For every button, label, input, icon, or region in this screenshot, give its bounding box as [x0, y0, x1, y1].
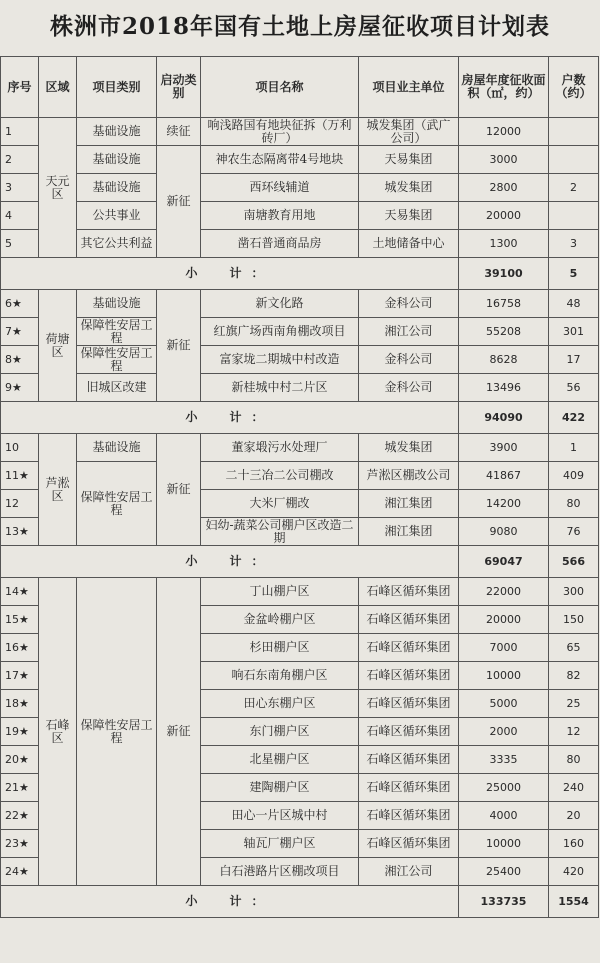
table-row	[1, 462, 599, 490]
seq-cell: 16★	[1, 634, 39, 662]
households-cell: 48	[549, 290, 599, 318]
seq-cell: 20★	[1, 746, 39, 774]
owner-cell: 石峰区循环集团	[359, 634, 459, 662]
district-cell: 荷塘区	[39, 290, 77, 402]
project-name-cell: 丁山棚户区	[201, 578, 359, 606]
seq-cell: 7★	[1, 318, 39, 346]
owner-cell: 石峰区循环集团	[359, 662, 459, 690]
owner-cell: 石峰区循环集团	[359, 578, 459, 606]
project-name-cell: 红旗广场西南角棚改项目	[201, 318, 359, 346]
header-name: 项目名称	[201, 57, 359, 118]
table-row	[1, 290, 599, 318]
header-seq: 序号	[1, 57, 39, 118]
seq-cell: 6★	[1, 290, 39, 318]
project-name-cell: 妇幼-蔬菜公司棚户区改造二期	[201, 518, 359, 546]
subtotal-row	[1, 546, 599, 578]
subtotal-households: 422	[549, 402, 599, 434]
category-cell: 基础设施	[77, 290, 157, 318]
header-district: 区域	[39, 57, 77, 118]
category-cell: 保障性安居工程	[77, 578, 157, 886]
project-name-cell: 轴瓦厂棚户区	[201, 830, 359, 858]
table-row	[1, 146, 599, 174]
households-cell	[549, 202, 599, 230]
area-cell: 4000	[459, 802, 549, 830]
subtotal-label: 小 计：	[1, 886, 459, 918]
category-cell: 公共事业	[77, 202, 157, 230]
owner-cell: 城发集团	[359, 174, 459, 202]
project-name-cell: 富家垅二期城中村改造	[201, 346, 359, 374]
households-cell: 17	[549, 346, 599, 374]
project-name-cell: 南塘教育用地	[201, 202, 359, 230]
households-cell: 65	[549, 634, 599, 662]
table-row	[1, 230, 599, 258]
table-row	[1, 346, 599, 374]
owner-cell: 天易集团	[359, 146, 459, 174]
project-name-cell: 响浅路国有地块征拆（万利砖厂）	[201, 118, 359, 146]
start-type-cell: 新征	[157, 146, 201, 258]
table-row	[1, 318, 599, 346]
owner-cell: 金科公司	[359, 346, 459, 374]
table-row	[1, 374, 599, 402]
area-cell: 7000	[459, 634, 549, 662]
project-name-cell: 董家塅污水处理厂	[201, 434, 359, 462]
area-cell: 5000	[459, 690, 549, 718]
owner-cell: 金科公司	[359, 374, 459, 402]
owner-cell: 天易集团	[359, 202, 459, 230]
project-name-cell: 新文化路	[201, 290, 359, 318]
subtotal-area: 39100	[459, 258, 549, 290]
area-cell: 13496	[459, 374, 549, 402]
seq-cell: 13★	[1, 518, 39, 546]
households-cell: 2	[549, 174, 599, 202]
start-type-cell: 新征	[157, 434, 201, 546]
category-cell: 旧城区改建	[77, 374, 157, 402]
project-name-cell: 田心东棚户区	[201, 690, 359, 718]
table-row	[1, 578, 599, 606]
project-name-cell: 响石东南角棚户区	[201, 662, 359, 690]
table-row	[1, 174, 599, 202]
seq-cell: 24★	[1, 858, 39, 886]
subtotal-row	[1, 258, 599, 290]
households-cell: 25	[549, 690, 599, 718]
owner-cell: 石峰区循环集团	[359, 718, 459, 746]
households-cell	[549, 146, 599, 174]
owner-cell: 石峰区循环集团	[359, 606, 459, 634]
header-owner: 项目业主单位	[359, 57, 459, 118]
households-cell: 82	[549, 662, 599, 690]
category-cell: 保障性安居工程	[77, 462, 157, 546]
district-cell: 石峰区	[39, 578, 77, 886]
category-cell: 保障性安居工程	[77, 346, 157, 374]
project-name-cell: 新桂城中村二片区	[201, 374, 359, 402]
category-cell: 基础设施	[77, 146, 157, 174]
households-cell: 420	[549, 858, 599, 886]
seq-cell: 11★	[1, 462, 39, 490]
area-cell: 25000	[459, 774, 549, 802]
seq-cell: 21★	[1, 774, 39, 802]
project-name-cell: 田心一片区城中村	[201, 802, 359, 830]
owner-cell: 湘江公司	[359, 318, 459, 346]
owner-cell: 湘江集团	[359, 490, 459, 518]
subtotal-area: 133735	[459, 886, 549, 918]
seq-cell: 10	[1, 434, 39, 462]
seq-cell: 19★	[1, 718, 39, 746]
category-cell: 保障性安居工程	[77, 318, 157, 346]
header-start-type: 启动类别	[157, 57, 201, 118]
households-cell: 301	[549, 318, 599, 346]
subtotal-label: 小 计：	[1, 402, 459, 434]
seq-cell: 15★	[1, 606, 39, 634]
header-area: 房屋年度征收面积（㎡，约）	[459, 57, 549, 118]
project-name-cell: 杉田棚户区	[201, 634, 359, 662]
project-name-cell: 神农生态隔离带4号地块	[201, 146, 359, 174]
seq-cell: 17★	[1, 662, 39, 690]
owner-cell: 石峰区循环集团	[359, 830, 459, 858]
seq-cell: 5	[1, 230, 39, 258]
start-type-cell: 续征	[157, 118, 201, 146]
project-name-cell: 金盆岭棚户区	[201, 606, 359, 634]
area-cell: 20000	[459, 202, 549, 230]
households-cell: 240	[549, 774, 599, 802]
project-name-cell: 建陶棚户区	[201, 774, 359, 802]
seq-cell: 2	[1, 146, 39, 174]
owner-cell: 石峰区循环集团	[359, 690, 459, 718]
subtotal-households: 566	[549, 546, 599, 578]
project-name-cell: 北星棚户区	[201, 746, 359, 774]
households-cell: 300	[549, 578, 599, 606]
area-cell: 55208	[459, 318, 549, 346]
category-cell: 其它公共利益	[77, 230, 157, 258]
subtotal-row	[1, 402, 599, 434]
seq-cell: 1	[1, 118, 39, 146]
owner-cell: 城发集团（武广公司）	[359, 118, 459, 146]
table-row	[1, 202, 599, 230]
project-name-cell: 白石港路片区棚改项目	[201, 858, 359, 886]
households-cell: 1	[549, 434, 599, 462]
owner-cell: 石峰区循环集团	[359, 802, 459, 830]
households-cell: 160	[549, 830, 599, 858]
project-name-cell: 凿石普通商品房	[201, 230, 359, 258]
header-row	[1, 57, 599, 118]
area-cell: 10000	[459, 830, 549, 858]
seq-cell: 4	[1, 202, 39, 230]
seq-cell: 23★	[1, 830, 39, 858]
households-cell	[549, 118, 599, 146]
subtotal-row	[1, 886, 599, 918]
area-cell: 3000	[459, 146, 549, 174]
seq-cell: 3	[1, 174, 39, 202]
seq-cell: 22★	[1, 802, 39, 830]
households-cell: 56	[549, 374, 599, 402]
subtotal-households: 1554	[549, 886, 599, 918]
project-name-cell: 大米厂棚改	[201, 490, 359, 518]
area-cell: 20000	[459, 606, 549, 634]
district-cell: 天元区	[39, 118, 77, 258]
households-cell: 80	[549, 490, 599, 518]
households-cell: 150	[549, 606, 599, 634]
area-cell: 14200	[459, 490, 549, 518]
table-row	[1, 118, 599, 146]
area-cell: 22000	[459, 578, 549, 606]
owner-cell: 城发集团	[359, 434, 459, 462]
area-cell: 2800	[459, 174, 549, 202]
area-cell: 3335	[459, 746, 549, 774]
category-cell: 基础设施	[77, 174, 157, 202]
header-households: 户数（约）	[549, 57, 599, 118]
subtotal-area: 94090	[459, 402, 549, 434]
seq-cell: 14★	[1, 578, 39, 606]
seq-cell: 9★	[1, 374, 39, 402]
subtotal-households: 5	[549, 258, 599, 290]
owner-cell: 芦淞区棚改公司	[359, 462, 459, 490]
owner-cell: 湘江公司	[359, 858, 459, 886]
households-cell: 3	[549, 230, 599, 258]
header-category: 项目类别	[77, 57, 157, 118]
households-cell: 20	[549, 802, 599, 830]
subtotal-label: 小 计：	[1, 258, 459, 290]
owner-cell: 石峰区循环集团	[359, 774, 459, 802]
seq-cell: 8★	[1, 346, 39, 374]
owner-cell: 金科公司	[359, 290, 459, 318]
area-cell: 2000	[459, 718, 549, 746]
category-cell: 基础设施	[77, 118, 157, 146]
category-cell: 基础设施	[77, 434, 157, 462]
households-cell: 76	[549, 518, 599, 546]
seq-cell: 12	[1, 490, 39, 518]
project-name-cell: 东门棚户区	[201, 718, 359, 746]
area-cell: 8628	[459, 346, 549, 374]
plan-table	[0, 56, 599, 918]
seq-cell: 18★	[1, 690, 39, 718]
area-cell: 10000	[459, 662, 549, 690]
table-row	[1, 434, 599, 462]
households-cell: 409	[549, 462, 599, 490]
households-cell: 80	[549, 746, 599, 774]
area-cell: 41867	[459, 462, 549, 490]
area-cell: 9080	[459, 518, 549, 546]
owner-cell: 石峰区循环集团	[359, 746, 459, 774]
owner-cell: 土地储备中心	[359, 230, 459, 258]
start-type-cell: 新征	[157, 290, 201, 402]
district-cell: 芦淞区	[39, 434, 77, 546]
area-cell: 3900	[459, 434, 549, 462]
project-name-cell: 二十三冶二公司棚改	[201, 462, 359, 490]
subtotal-label: 小 计：	[1, 546, 459, 578]
households-cell: 12	[549, 718, 599, 746]
subtotal-area: 69047	[459, 546, 549, 578]
project-name-cell: 西环线辅道	[201, 174, 359, 202]
area-cell: 25400	[459, 858, 549, 886]
page-title: 株洲市2018年国有土地上房屋征收项目计划表	[49, 13, 550, 40]
owner-cell: 湘江集团	[359, 518, 459, 546]
start-type-cell: 新征	[157, 578, 201, 886]
area-cell: 1300	[459, 230, 549, 258]
area-cell: 16758	[459, 290, 549, 318]
area-cell: 12000	[459, 118, 549, 146]
